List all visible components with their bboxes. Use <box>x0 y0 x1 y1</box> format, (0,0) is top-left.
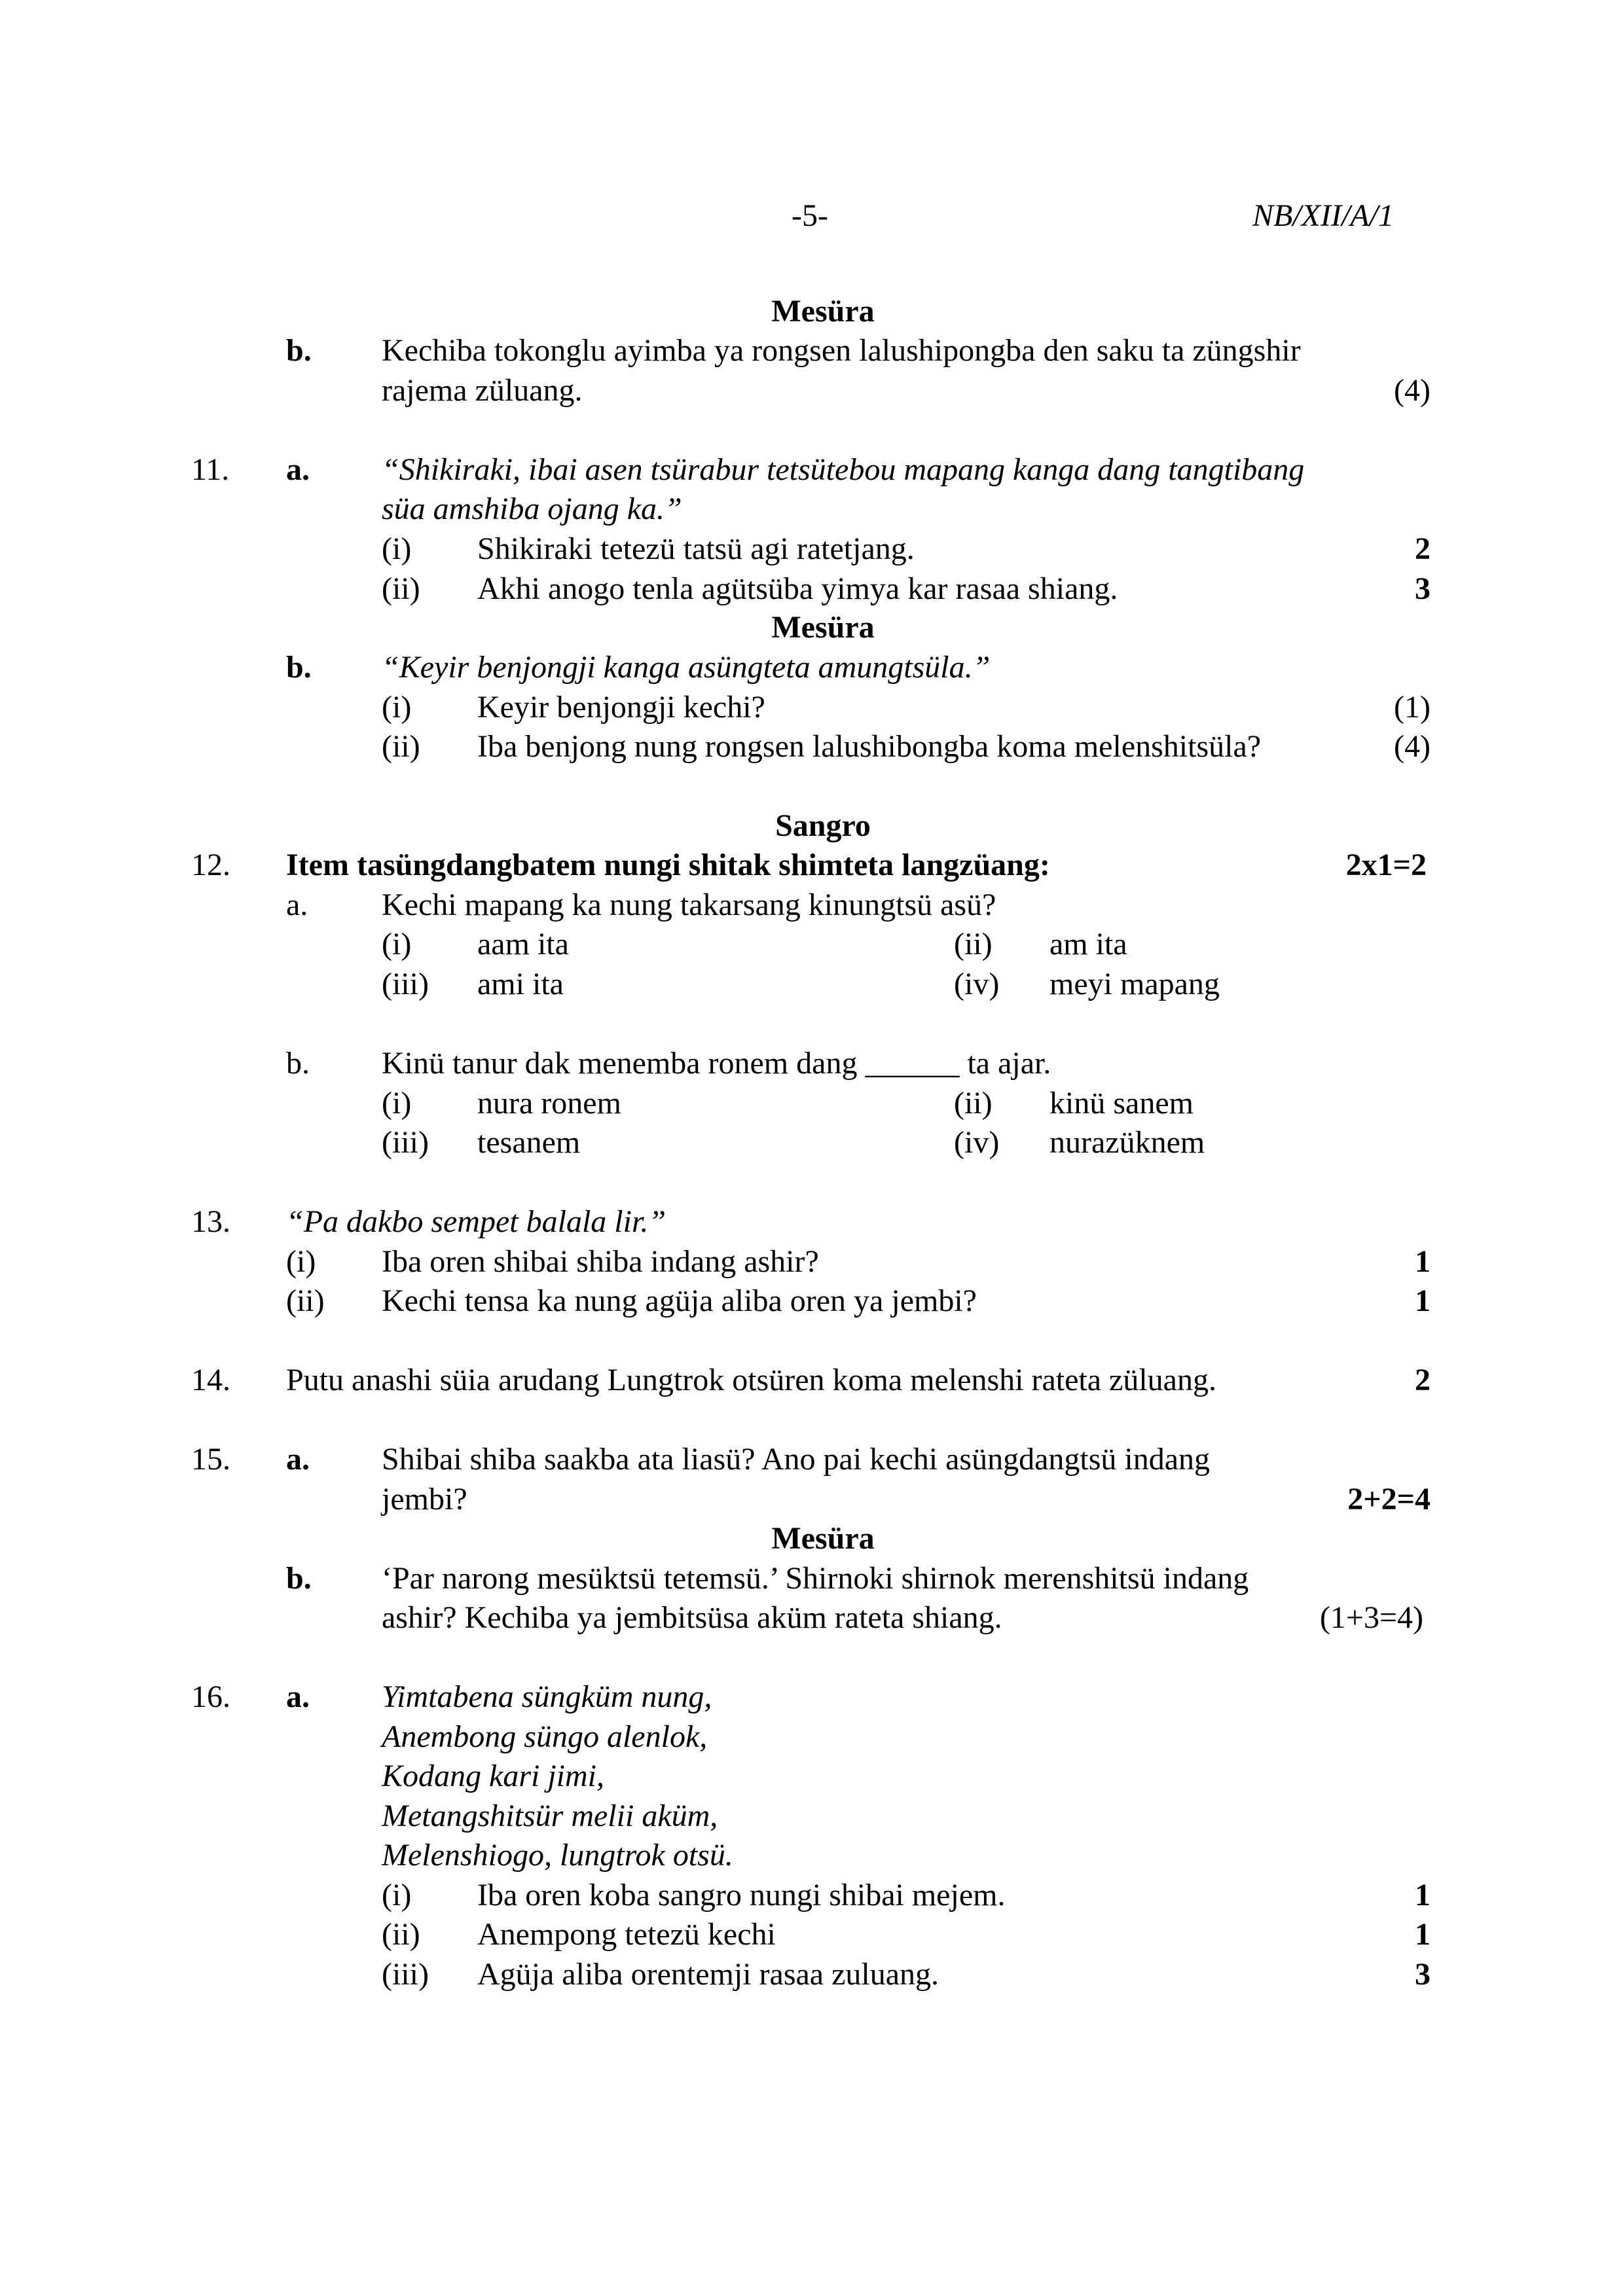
marks: (1+3=4) <box>1319 1600 1423 1635</box>
option-number: (iii) <box>382 967 429 1001</box>
question-letter: a. <box>286 888 308 922</box>
sub-question-text: Shikiraki tetezü tatsü agi ratetjang. <box>477 531 915 566</box>
sub-question-number: (ii) <box>382 571 420 606</box>
sub-question-text: Agüja aliba orentemji rasaa zuluang. <box>477 1957 939 1992</box>
marks: 1 <box>1415 1878 1431 1912</box>
question-letter: a. <box>286 452 310 487</box>
option-number: (ii) <box>954 1086 993 1121</box>
question-text: jembi? <box>382 1482 467 1516</box>
marks: 2 <box>1415 1363 1431 1397</box>
sub-question-text: Iba oren koba sangro nungi shibai mejem. <box>477 1878 1006 1912</box>
question-letter: b. <box>286 333 312 368</box>
marks: 2+2=4 <box>1347 1482 1431 1516</box>
option-number: (iv) <box>954 967 1000 1001</box>
sub-question-text: Anempong tetezü kechi <box>477 1917 776 1952</box>
question-letter: b. <box>286 1561 312 1596</box>
question-instruction: Item tasüngdangbatem nungi shitak shimteta langzüang: <box>286 848 1050 882</box>
document-code: NB/XII/A/1 <box>1252 198 1394 233</box>
sub-question-number: (ii) <box>382 1917 420 1952</box>
quote-text: “Pa dakbo sempet balala lir.” <box>286 1204 666 1239</box>
marks: 3 <box>1415 571 1431 606</box>
question-text: Kechiba tokonglu ayimba ya rongsen lalushipongba den saku ta züngshir <box>382 333 1301 368</box>
sub-question-text: Kechi tensa ka nung agüja aliba oren ya jembi? <box>382 1283 977 1318</box>
question-number: 16. <box>191 1679 230 1714</box>
question-letter: b. <box>286 1046 310 1081</box>
question-number: 13. <box>191 1204 230 1239</box>
question-letter: a. <box>286 1679 310 1714</box>
option-text: ami ita <box>477 967 564 1001</box>
option-number: (iv) <box>954 1125 1000 1160</box>
option-number: (i) <box>382 1086 412 1121</box>
marks: (4) <box>1394 729 1431 764</box>
question-text: rajema züluang. <box>382 373 583 408</box>
poem-line: Yimtabena süngküm nung, <box>382 1679 712 1714</box>
question-letter: b. <box>286 650 312 685</box>
marks: (4) <box>1394 373 1431 408</box>
option-number: (iii) <box>382 1125 429 1160</box>
poem-line: Anembong süngo alenlok, <box>382 1719 708 1754</box>
sub-question-number: (i) <box>382 1878 412 1912</box>
question-number: 15. <box>191 1442 230 1477</box>
or-label: Mesüra <box>771 610 875 645</box>
question-text: Shibai shiba saakba ata liasü? Ano pai kechi asüngdangtsü indang <box>382 1442 1211 1477</box>
option-text: am ita <box>1049 927 1127 961</box>
option-text: tesanem <box>477 1125 581 1160</box>
question-text: Kechi mapang ka nung takarsang kinungtsü asü? <box>382 888 996 922</box>
question-text: Kinü tanur dak menemba ronem dang ______ ta ajar. <box>382 1046 1051 1081</box>
question-text: Putu anashi süia arudang Lungtrok otsüren koma melenshi rateta züluang. <box>286 1363 1216 1397</box>
or-label: Mesüra <box>771 1521 875 1556</box>
sub-question-text: Akhi anogo tenla agütsüba yimya kar rasaa shiang. <box>477 571 1118 606</box>
question-text: ‘Par narong mesüktsü tetemsü.’ Shirnoki shirnok merenshitsü indang <box>382 1561 1249 1596</box>
marks: 2x1=2 <box>1345 848 1427 882</box>
option-text: nura ronem <box>477 1086 621 1121</box>
marks: 1 <box>1415 1283 1431 1318</box>
page-number: -5- <box>792 198 828 233</box>
or-label: Mesüra <box>771 294 875 329</box>
marks: 1 <box>1415 1917 1431 1952</box>
quote-text: süa amshiba ojang ka.” <box>382 492 682 526</box>
poem-line: Metangshitsür melii aküm, <box>382 1799 718 1833</box>
sub-question-text: Keyir benjongji kechi? <box>477 690 765 725</box>
marks: (1) <box>1394 690 1431 725</box>
option-text: meyi mapang <box>1049 967 1220 1001</box>
sub-question-number: (ii) <box>286 1283 325 1318</box>
sub-question-number: (iii) <box>382 1957 429 1992</box>
sub-question-number: (i) <box>382 690 412 725</box>
question-number: 11. <box>191 452 230 487</box>
poem-line: Melenshiogo, lungtrok otsü. <box>382 1838 733 1873</box>
marks: 3 <box>1415 1957 1431 1992</box>
question-letter: a. <box>286 1442 310 1477</box>
quote-text: “Keyir benjongji kanga asüngteta amungtsüla.” <box>382 650 991 685</box>
question-number: 12. <box>191 848 230 882</box>
marks: 2 <box>1415 531 1431 566</box>
sub-question-number: (i) <box>382 531 412 566</box>
option-number: (ii) <box>954 927 993 961</box>
sub-question-number: (ii) <box>382 729 420 764</box>
marks: 1 <box>1415 1244 1431 1279</box>
question-text: ashir? Kechiba ya jembitsüsa aküm rateta shiang. <box>382 1600 1002 1635</box>
option-text: nurazüknem <box>1049 1125 1205 1160</box>
option-number: (i) <box>382 927 412 961</box>
poem-line: Kodang kari jimi, <box>382 1759 605 1793</box>
quote-text: “Shikiraki, ibai asen tsürabur tetsütebou mapang kanga dang tangtibang <box>382 452 1305 487</box>
sub-question-text: Iba oren shibai shiba indang ashir? <box>382 1244 819 1279</box>
sub-question-text: Iba benjong nung rongsen lalushibongba koma melenshitsüla? <box>477 729 1262 764</box>
section-title: Sangro <box>775 808 871 843</box>
option-text: kinü sanem <box>1049 1086 1194 1121</box>
sub-question-number: (i) <box>286 1244 316 1279</box>
question-number: 14. <box>191 1363 230 1397</box>
option-text: aam ita <box>477 927 569 961</box>
